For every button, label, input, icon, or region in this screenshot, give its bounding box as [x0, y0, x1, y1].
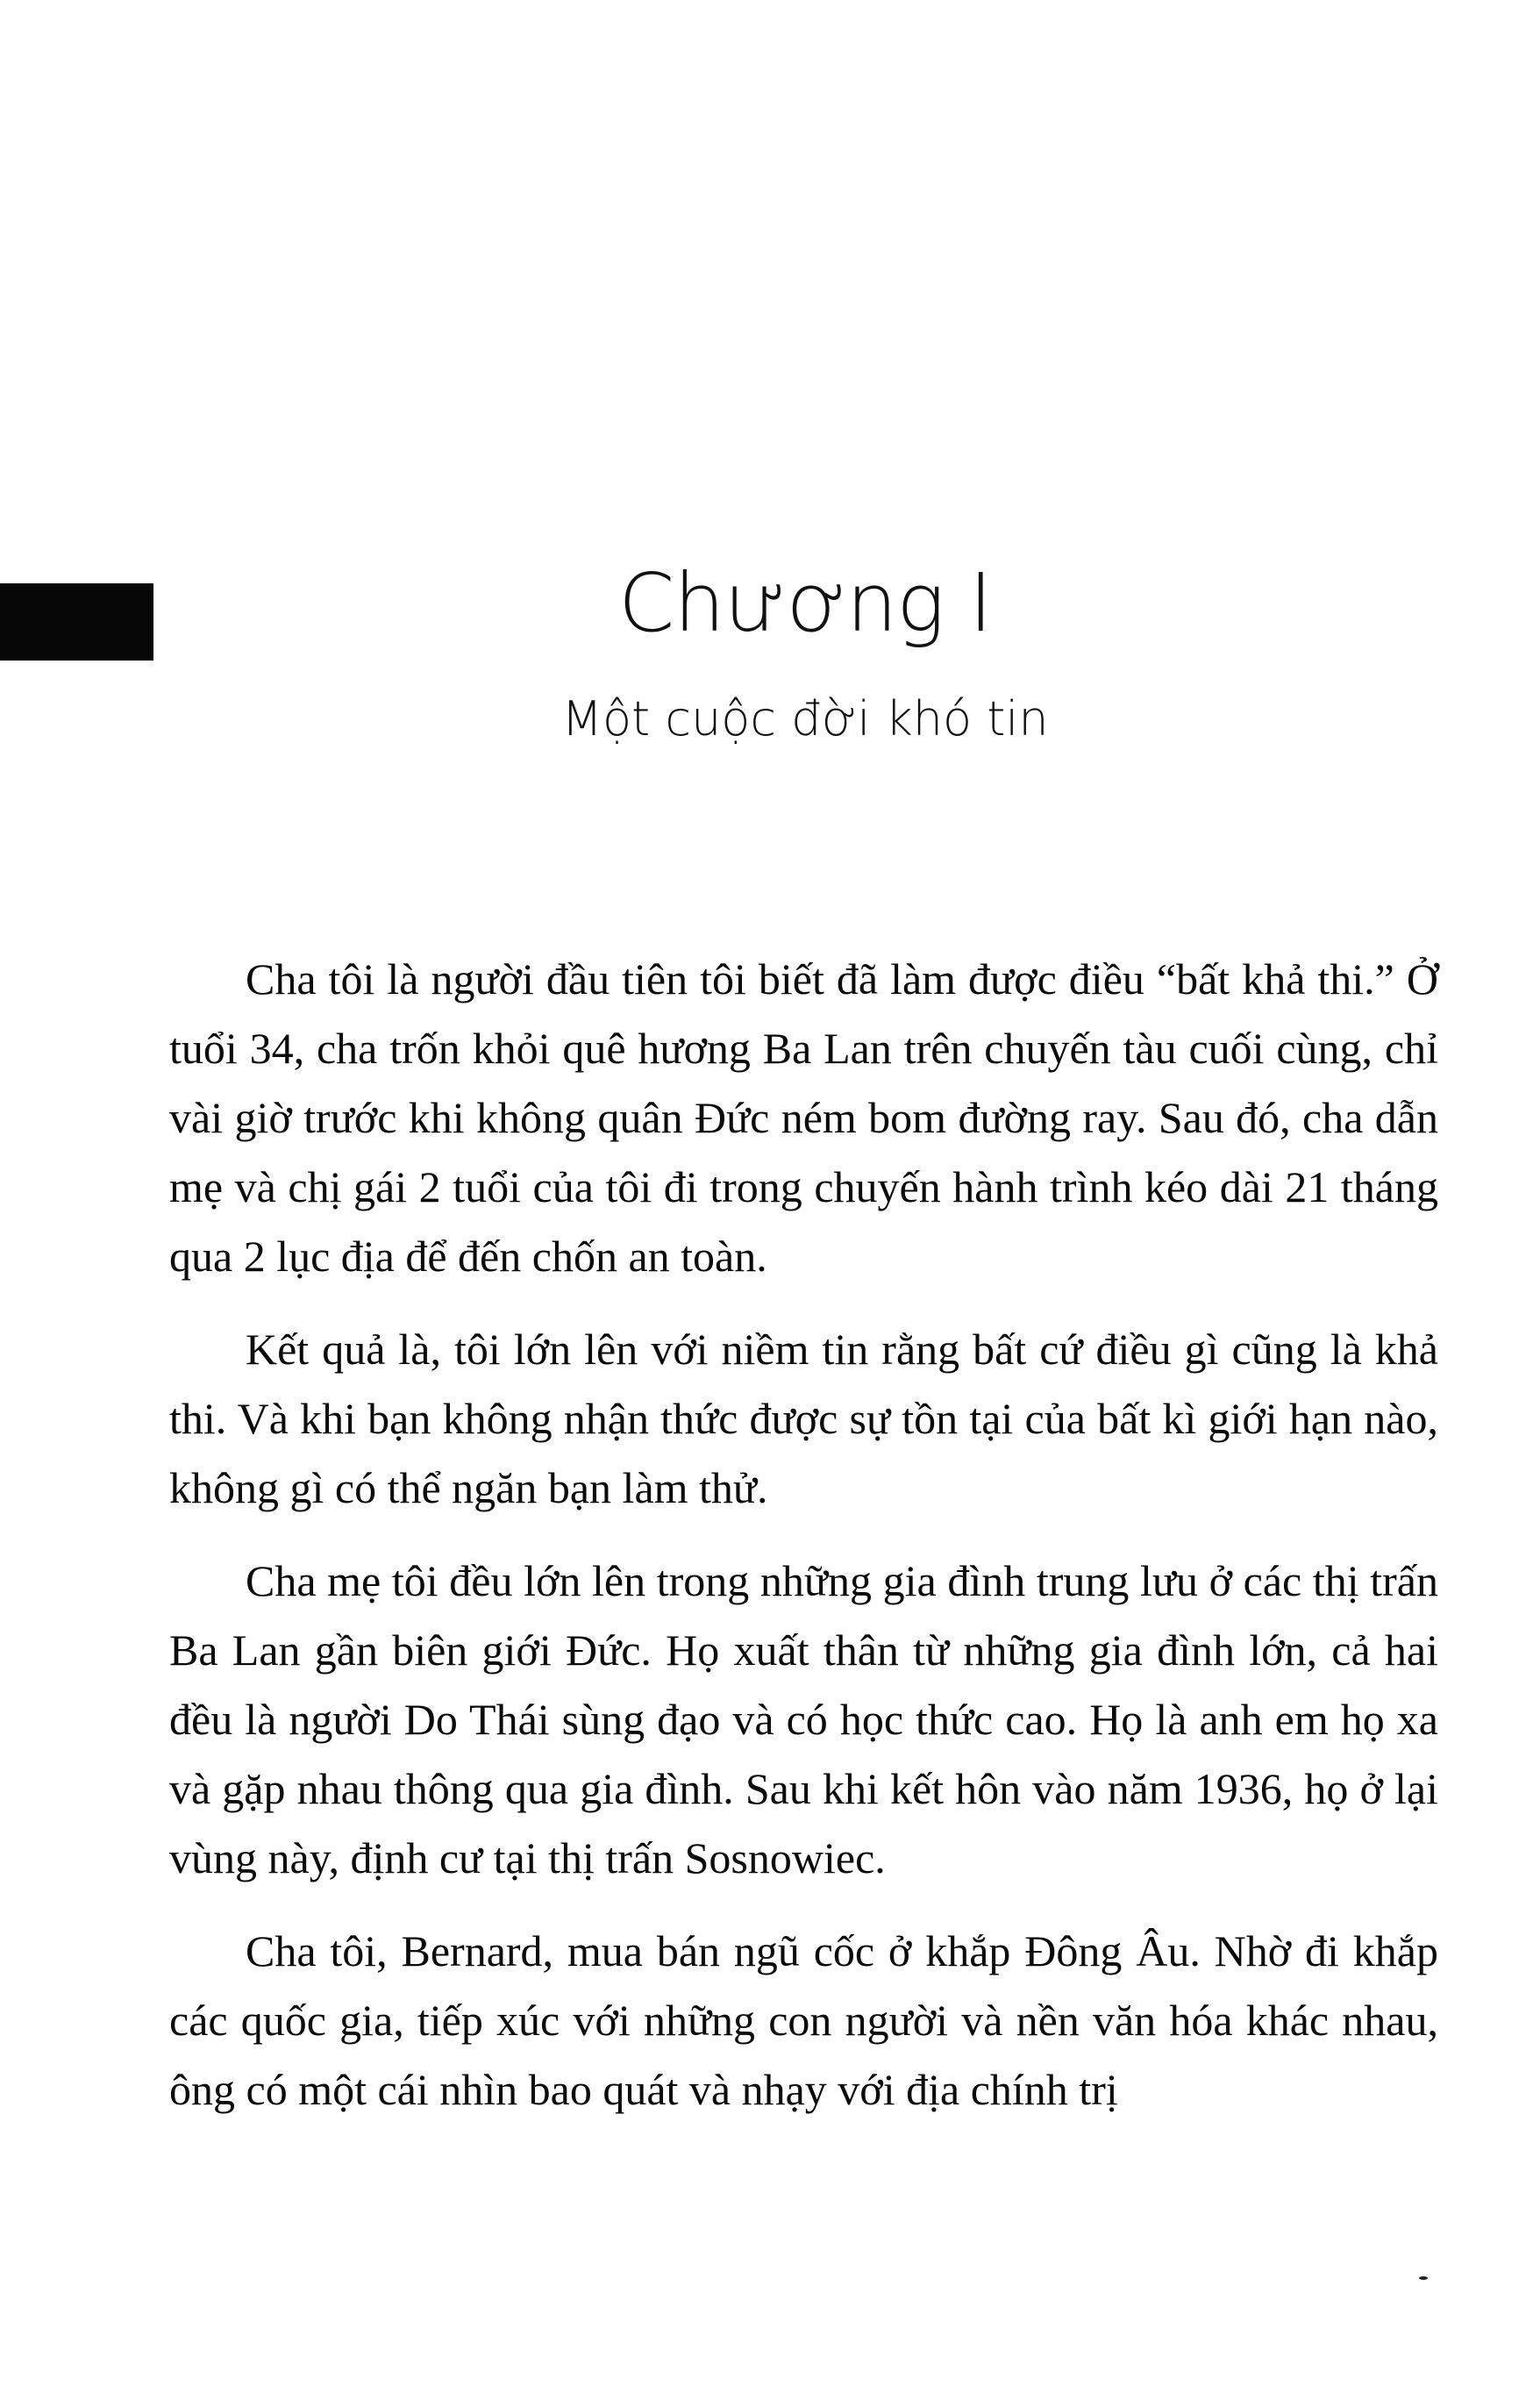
paragraph: Kết quả là, tôi lớn lên với niềm tin rằng bất cứ điều gì cũng là khả thi. Và khi bạn không nhận thức được sự tồn tại của bất kì giới hạn nào, không gì có thể ngăn bạn làm thử. — [169, 1325, 1438, 1512]
scan-speck — [1419, 2276, 1428, 2280]
paragraph: Cha mẹ tôi đều lớn lên trong những gia đình trung lưu ở các thị trấn Ba Lan gần biên giới Đức. Họ xuất thân từ những gia đình lớn, cả hai đều là người Do Thái sùng đạo và có học thức cao. Họ là anh em họ xa và gặp nhau thông qua gia đình. Sau khi kết hôn vào năm 1936, họ ở lại vùng này, định cư tại thị trấn Sosnowiec. — [169, 1556, 1438, 1882]
chapter-label: Chương I — [618, 556, 992, 650]
paragraph: Cha tôi là người đầu tiên tôi biết đã làm được điều “bất khả thi.” Ở tuổi 34, cha trốn khỏi quê hương Ba Lan trên chuyến tàu cuối cùng, chỉ vài giờ trước khi không quân Đức ném bom đường ray. Sau đó, cha dẫn mẹ và chị gái 2 tuổi của tôi đi trong chuyến hành trình kéo dài 21 tháng qua 2 lục địa để đến chốn an toàn. — [169, 954, 1438, 1281]
chapter-body — [169, 945, 1438, 2148]
paragraph: Cha tôi, Bernard, mua bán ngũ cốc ở khắp Đông Âu. Nhờ đi khắp các quốc gia, tiếp xúc với những con người và nền văn hóa khác nhau, ông có một cái nhìn bao quát và nhạy với địa chính trị — [169, 1926, 1438, 2114]
chapter-title: Một cuộc đời khó tin — [561, 691, 1049, 746]
